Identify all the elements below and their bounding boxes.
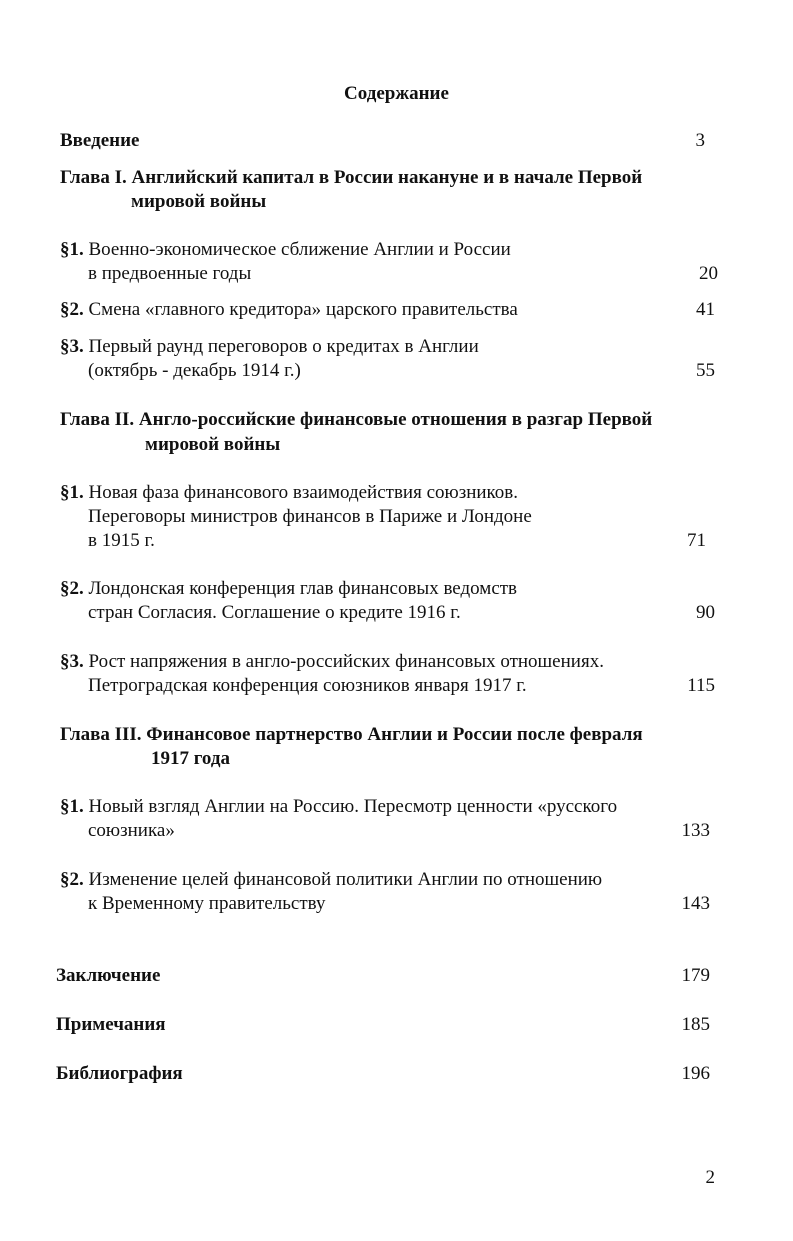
page-number: 2	[705, 1167, 715, 1188]
toc-ch1-s1	[60, 238, 511, 262]
section-number: §2.	[60, 299, 84, 320]
section-number: §3.	[60, 651, 84, 672]
toc-bibliography-label: Библиография	[56, 1063, 183, 1084]
toc-ch1-s3	[60, 335, 479, 359]
toc-bibliography-page: 196	[681, 1063, 710, 1084]
section-title: Первый раунд переговоров о кредитах в Англии	[88, 336, 479, 357]
toc-ch1-s3-cont: (октябрь - декабрь 1914 г.)	[88, 360, 301, 381]
toc-ch2-s2-cont: стран Согласия. Соглашение о кредите 1916 г.	[88, 602, 461, 623]
toc-ch3-s2	[60, 868, 602, 892]
toc-chapter2-heading: Глава II. Англо-российские финансовые отношения в разгар Первой	[60, 409, 653, 430]
section-title: Рост напряжения в англо-российских финансовых отношениях.	[88, 651, 604, 672]
section-number: §1.	[60, 482, 84, 503]
toc-intro-page: 3	[695, 130, 705, 151]
toc-notes-label: Примечания	[56, 1014, 166, 1035]
section-title: Смена «главного кредитора» царского правительства	[88, 299, 518, 320]
toc-chapter2-heading-cont: мировой войны	[145, 434, 281, 455]
toc-chapter3-heading-cont: 1917 года	[151, 748, 230, 769]
toc-ch2-s1-page: 71	[687, 530, 706, 551]
toc-ch3-s1-page: 133	[681, 820, 710, 841]
toc-ch2-s2-page: 90	[696, 602, 715, 623]
section-title: Военно-экономическое сближение Англии и России	[88, 239, 511, 260]
toc-intro-label: Введение	[60, 130, 140, 151]
page-title: Содержание	[344, 83, 449, 104]
toc-chapter3-heading: Глава III. Финансовое партнерство Англии и России после февраля	[60, 724, 643, 745]
toc-ch3-s1-cont: союзника»	[88, 820, 175, 841]
toc-ch2-s3-page: 115	[687, 675, 715, 696]
toc-ch2-s3	[60, 650, 604, 674]
toc-notes-page: 185	[681, 1014, 710, 1035]
toc-ch3-s2-cont: к Временному правительству	[88, 893, 326, 914]
toc-chapter1-heading: Глава I. Английский капитал в России накануне и в начале Первой	[60, 167, 643, 188]
toc-ch1-s3-page: 55	[696, 360, 715, 381]
toc-ch1-s2-page: 41	[696, 299, 715, 320]
toc-ch3-s1	[60, 795, 617, 819]
toc-ch3-s2-page: 143	[681, 893, 710, 914]
section-number: §1.	[60, 796, 84, 817]
toc-ch1-s1-cont: в предвоенные годы	[88, 263, 252, 284]
toc-ch1-s2	[60, 298, 518, 322]
toc-conclusion-label: Заключение	[56, 965, 161, 986]
section-title: Изменение целей финансовой политики Англии по отношению	[88, 869, 603, 890]
section-title: Новая фаза финансового взаимодействия союзников.	[88, 482, 519, 503]
toc-ch1-s1-page: 20	[699, 263, 718, 284]
section-title: Лондонская конференция глав финансовых ведомств	[88, 578, 518, 599]
section-number: §2.	[60, 869, 84, 890]
toc-ch2-s1-cont2: в 1915 г.	[88, 530, 155, 551]
section-number: §2.	[60, 578, 84, 599]
toc-ch2-s2	[60, 577, 517, 601]
section-number: §1.	[60, 239, 84, 260]
toc-ch2-s1-cont: Переговоры министров финансов в Париже и Лондоне	[88, 506, 532, 527]
toc-ch2-s1	[60, 481, 518, 505]
toc-conclusion-page: 179	[681, 965, 710, 986]
section-number: §3.	[60, 336, 84, 357]
section-title: Новый взгляд Англии на Россию. Пересмотр ценности «русского	[88, 796, 618, 817]
toc-chapter1-heading-cont: мировой войны	[131, 191, 267, 212]
toc-ch2-s3-cont: Петроградская конференция союзников января 1917 г.	[88, 675, 527, 696]
